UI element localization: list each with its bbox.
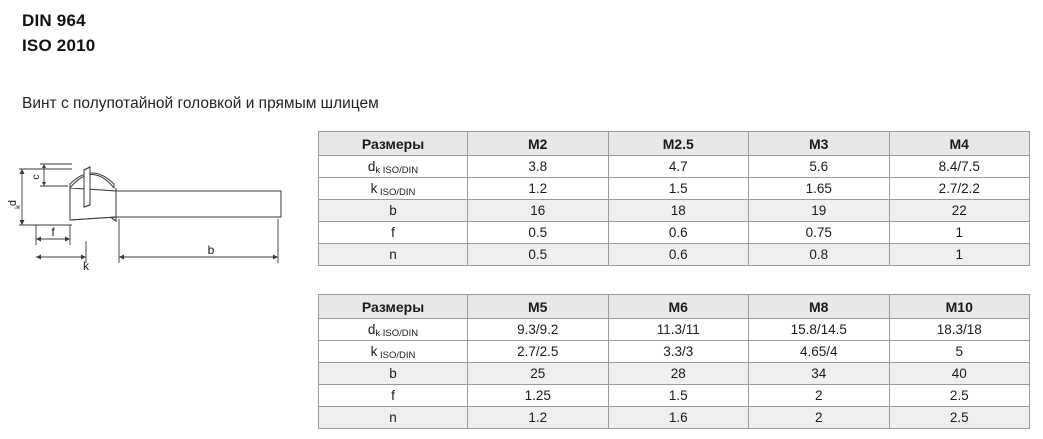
table-row [319, 178, 1030, 200]
cell-value: 1.2 [468, 178, 609, 200]
cell-value: 25 [468, 363, 609, 385]
table-header-row [319, 132, 1030, 156]
cell-value: 2.5 [889, 407, 1030, 429]
row-label-f: f [319, 385, 468, 407]
column-header-m10: M10 [889, 295, 1030, 319]
cell-value: 2 [749, 407, 890, 429]
table-row [319, 341, 1030, 363]
column-header-m2: M2 [468, 132, 609, 156]
column-header-m25: M2.5 [608, 132, 749, 156]
cell-value: 40 [889, 363, 1030, 385]
product-description: Винт с полупотайной головкой и прямым шлицем [22, 95, 379, 112]
screw-technical-drawing [6, 133, 302, 271]
cell-value: 18 [608, 200, 749, 222]
dim-label-dk-sub: k [13, 205, 22, 209]
row-label-dk: dk ISO/DIN [319, 319, 468, 341]
dim-label-c: c [31, 174, 42, 180]
cell-value: 5 [889, 341, 1030, 363]
cell-value: 1 [889, 244, 1030, 266]
cell-value: 0.6 [608, 244, 749, 266]
table-row [319, 385, 1030, 407]
table-header-row [319, 295, 1030, 319]
row-label-n: n [319, 407, 468, 429]
cell-value: 0.75 [749, 222, 890, 244]
table-row [319, 156, 1030, 178]
column-header-m3: M3 [749, 132, 890, 156]
column-header-m5: M5 [468, 295, 609, 319]
column-header-m6: M6 [608, 295, 749, 319]
cell-value: 11.3/11 [608, 319, 749, 341]
cell-value: 1.65 [749, 178, 890, 200]
row-label-k: k ISO/DIN [319, 178, 468, 200]
row-label-n: n [319, 244, 468, 266]
cell-value: 15.8/14.5 [749, 319, 890, 341]
cell-value: 4.7 [608, 156, 749, 178]
cell-value: 18.3/18 [889, 319, 1030, 341]
row-label-k: k ISO/DIN [319, 341, 468, 363]
standard-title-block [22, 8, 95, 58]
cell-value: 1.5 [608, 385, 749, 407]
table-row [319, 363, 1030, 385]
cell-value: 22 [889, 200, 1030, 222]
cell-value: 0.8 [749, 244, 890, 266]
cell-value: 2.5 [889, 385, 1030, 407]
cell-value: 2.7/2.5 [468, 341, 609, 363]
column-header-m4: M4 [889, 132, 1030, 156]
cell-value: 4.65/4 [749, 341, 890, 363]
dimensions-table-large [318, 294, 1030, 429]
dim-label-f: f [51, 225, 55, 239]
cell-value: 1.6 [608, 407, 749, 429]
cell-value: 0.5 [468, 222, 609, 244]
cell-value: 16 [468, 200, 609, 222]
column-header-sizes: Размеры [319, 132, 468, 156]
dim-label-b: b [207, 243, 215, 257]
table-row [319, 407, 1030, 429]
cell-value: 3.8 [468, 156, 609, 178]
cell-value: 5.6 [749, 156, 890, 178]
cell-value: 2 [749, 385, 890, 407]
dim-label-dk: d [7, 199, 19, 207]
column-header-m8: M8 [749, 295, 890, 319]
cell-value: 1.5 [608, 178, 749, 200]
row-label-f: f [319, 222, 468, 244]
spec-table [318, 294, 1030, 429]
cell-value: 0.6 [608, 222, 749, 244]
cell-value: 34 [749, 363, 890, 385]
cell-value: 1 [889, 222, 1030, 244]
dim-label-k: k [83, 259, 89, 271]
cell-value: 1.25 [468, 385, 609, 407]
standard-iso: ISO 2010 [22, 36, 96, 55]
cell-value: 0.5 [468, 244, 609, 266]
row-label-b: b [319, 200, 468, 222]
column-header-sizes: Размеры [319, 295, 468, 319]
cell-value: 8.4/7.5 [889, 156, 1030, 178]
table-row [319, 222, 1030, 244]
dimensions-table-small [318, 131, 1030, 266]
cell-value: 3.3/3 [608, 341, 749, 363]
table-row [319, 200, 1030, 222]
row-label-dk: dk ISO/DIN [319, 156, 468, 178]
row-label-b: b [319, 363, 468, 385]
cell-value: 1.2 [468, 407, 609, 429]
cell-value: 9.3/9.2 [468, 319, 609, 341]
spec-table [318, 131, 1030, 266]
cell-value: 19 [749, 200, 890, 222]
cell-value: 2.7/2.2 [889, 178, 1030, 200]
cell-value: 28 [608, 363, 749, 385]
table-row [319, 244, 1030, 266]
standard-din: DIN 964 [22, 11, 86, 30]
table-row [319, 319, 1030, 341]
